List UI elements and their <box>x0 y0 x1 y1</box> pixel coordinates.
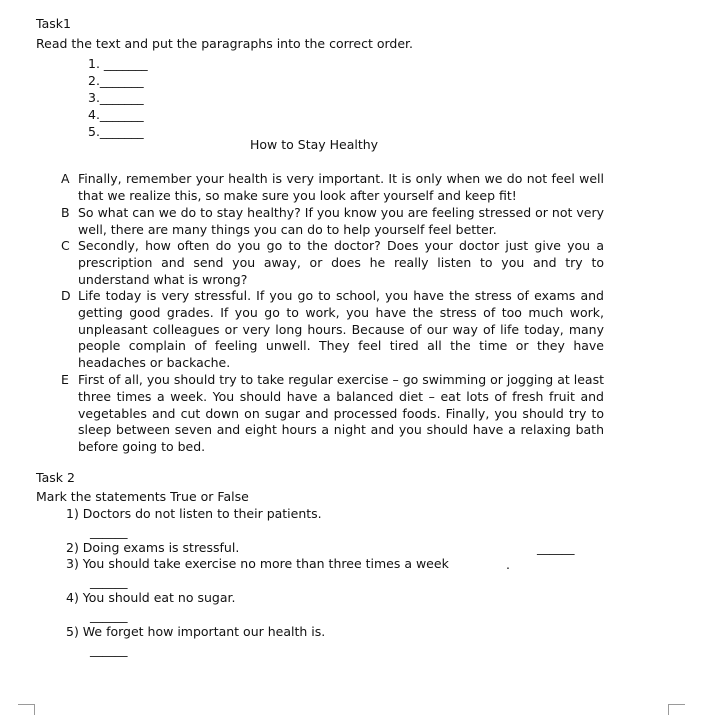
answer-blank-4[interactable]: ______ <box>90 608 128 623</box>
paragraph-text: Secondly, how often do you go to the doctor? Does your doctor just give you a prescription and send you away, or does he really listen to you and try to understand what is wrong? <box>78 238 604 287</box>
paragraph-letter: C <box>61 238 70 253</box>
answer-slot-4[interactable]: 4._______ <box>88 107 144 122</box>
task1-instruction: Read the text and put the paragraphs into the correct order. <box>36 36 413 51</box>
page-corner-mark-left <box>18 704 35 715</box>
paragraph-text: Life today is very stressful. If you go to school, you have the stress of exams and getting good grades. If you go to work, you have the stress of too much work, unpleasant colleagues or very long hours. Because of our way of life today, many people complain of feeling unwell. They feel tired all the time or they have headaches or backache. <box>78 288 604 371</box>
paragraph-letter: A <box>61 171 70 186</box>
answer-blank-2[interactable]: ______ <box>537 540 575 555</box>
task2-heading: Task 2 <box>36 470 75 485</box>
statement-5: 5) We forget how important our health is. <box>66 624 326 639</box>
article-title: How to Stay Healthy <box>250 137 379 152</box>
statement-4: 4) You should eat no sugar. <box>66 590 236 605</box>
answer-blank-3[interactable]: ______ <box>90 574 128 589</box>
page-corner-mark-right <box>668 704 685 715</box>
statement-1: 1) Doctors do not listen to their patients. <box>66 506 322 521</box>
paragraph-text: Finally, remember your health is very important. It is only when we do not feel well that we realize this, so make sure you look after yourself and keep fit! <box>78 171 604 203</box>
answer-slot-5[interactable]: 5._______ <box>88 124 144 139</box>
answer-slot-3[interactable]: 3._______ <box>88 90 144 105</box>
task1-heading: Task1 <box>36 16 71 31</box>
statement-2: 2) Doing exams is stressful. <box>66 540 240 555</box>
answer-slot-2[interactable]: 2._______ <box>88 73 144 88</box>
answer-slot-1[interactable]: 1. _______ <box>88 56 148 71</box>
paragraph-letter: B <box>61 205 70 220</box>
answer-blank-5[interactable]: ______ <box>90 642 128 657</box>
statement-3-mark: . <box>506 557 510 572</box>
paragraph-text: So what can we do to stay healthy? If you know you are feeling stressed or not very well, there are many things you can do to help yourself feel better. <box>78 205 604 237</box>
answer-blank-1[interactable]: ______ <box>90 524 128 539</box>
paragraph-letter: E <box>61 372 69 387</box>
paragraph-text: First of all, you should try to take regular exercise – go swimming or jogging at least three times a week. You should have a balanced diet – eat lots of fresh fruit and vegetables and cut down on sugar and processed foods. Finally, you should try to sleep between seven and eight hours a night and you should have a relaxing bath before going to bed. <box>78 372 604 455</box>
task2-instruction: Mark the statements True or False <box>36 489 249 504</box>
paragraph-letter: D <box>61 288 71 303</box>
statement-3: 3) You should take exercise no more than three times a week <box>66 556 449 571</box>
